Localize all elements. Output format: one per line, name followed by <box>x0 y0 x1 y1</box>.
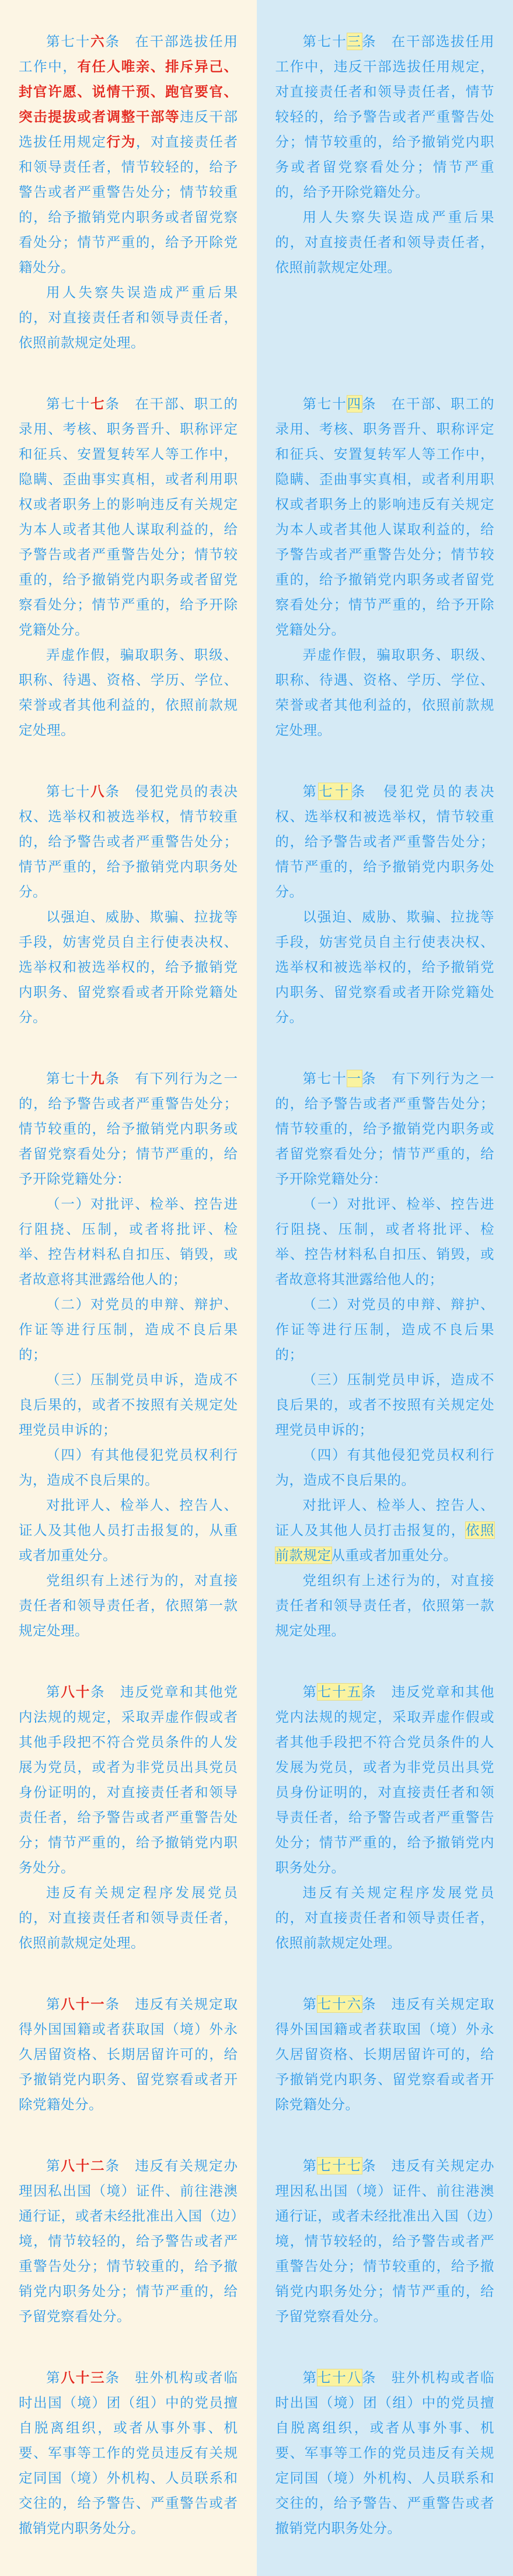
text-run: 第七十 <box>46 1070 90 1087</box>
text-run: 第 <box>303 2369 317 2386</box>
article-row <box>0 743 513 1030</box>
changed-text-run: 七十八 <box>317 2369 362 2386</box>
text-run: 条 侵犯党员的表决权、选举权和被选举权，情节较重的，给予警告或者严重警告处分；情节严重的，给予撤销党内职务处分。 <box>275 783 495 900</box>
text-run: 第七十 <box>46 783 90 800</box>
article-paragraph <box>275 1367 495 1443</box>
text-run: 以强迫、威胁、欺骗、拉拢等手段，妨害党员自主行使表决权、选举权和被选举权的，给予撤销党内职务、留党察看或者开除党籍处分。 <box>19 909 238 1025</box>
article-paragraph <box>275 1493 495 1568</box>
text-run: 对批评人、检举人、控告人、证人及其他人员打击报复的，从重或者加重处分。 <box>19 1497 238 1563</box>
text-run: 条 在干部选拔任用工作中， <box>19 33 238 75</box>
article-paragraph <box>19 1192 238 1292</box>
article-paragraph <box>275 905 495 1030</box>
added-text-run: 八十三 <box>61 2369 105 2386</box>
article-row <box>0 355 513 743</box>
text-run: 条 在干部、职工的录用、考核、职务晋升、职称评定和征兵、安置复转军人等工作中，隐瞒、歪曲事实真相，或者利用职权或者职务上的影响违反有关规定为本人或者其他人谋取利益的，给予警告或者严重警告处分；情节较重的，给予撤销党内职务或者留党察看处分；情节严重的，给予开除党籍处分。 <box>275 396 495 638</box>
article-paragraph <box>275 643 495 743</box>
added-text-run: 六 <box>90 33 105 50</box>
text-run: （一）对批评、检举、控告进行阻挠、压制，或者将批评、检举、控告材料私自扣压、销毁，或者故意将其泄露给他人的； <box>19 1196 238 1287</box>
text-run: 以强迫、威胁、欺骗、拉拢等手段，妨害党员自主行使表决权、选举权和被选举权的，给予撤销党内职务、留党察看或者开除党籍处分。 <box>275 909 495 1025</box>
changed-text-run: 一 <box>347 1070 362 1087</box>
text-run: （四）有其他侵犯党员权利行为，造成不良后果的。 <box>275 1447 495 1488</box>
text-run: 条 违反党章和其他党内法规的规定，采取弄虚作假或者其他手段把不符合党员条件的人发展为党员，或者为非党员出具党员身份证明的，对直接责任者和领导责任者，给予警告或者严重警告处分；情节严重的，给予撤销党内职务处分。 <box>275 1684 495 1876</box>
added-text-run: 行为 <box>107 134 136 150</box>
text-run: 第 <box>303 1996 317 2012</box>
text-run: 第七十 <box>46 396 90 412</box>
article-first-paragraph <box>19 1992 238 2117</box>
article-first-paragraph <box>275 2365 495 2541</box>
article-paragraph <box>19 1443 238 1493</box>
text-run: （一）对批评、检举、控告进行阻挠、压制，或者将批评、检举、控告材料私自扣压、销毁，或者故意将其泄露给他人的； <box>275 1196 495 1287</box>
text-run: （三）压制党员申诉，造成不良后果的，或者不按照有关规定处理党员申诉的； <box>19 1371 238 1438</box>
article-row <box>0 1956 513 2117</box>
article-first-paragraph <box>19 2153 238 2329</box>
text-run: 条 违反有关规定取得外国国籍或者获取国（境）外永久居留资格、长期居留许可的，给予撤销党内职务、留党察看或者开除党籍处分。 <box>275 1996 495 2113</box>
article-row <box>0 2117 513 2329</box>
new-version-article-cell <box>0 1643 257 1956</box>
old-version-article-cell <box>257 1643 513 1956</box>
article-first-paragraph <box>275 1066 495 1192</box>
article-first-paragraph <box>19 2365 238 2541</box>
article-paragraph <box>19 280 238 355</box>
added-text-run: 八 <box>90 783 105 800</box>
text-run: 党组织有上述行为的，对直接责任者和领导责任者，依照第一款规定处理。 <box>19 1572 238 1639</box>
new-version-article-cell <box>0 743 257 1030</box>
text-run: 违反有关规定程序发展党员的，对直接责任者和领导责任者，依照前款规定处理。 <box>19 1884 238 1951</box>
article-row <box>0 2329 513 2576</box>
text-run: （四）有其他侵犯党员权利行为，造成不良后果的。 <box>19 1447 238 1488</box>
text-run: 第七十 <box>303 1070 347 1087</box>
article-paragraph <box>275 1292 495 1367</box>
text-run: 从重或者加重处分。 <box>331 1547 458 1563</box>
text-run: 弄虚作假，骗取职务、职级、职称、待遇、资格、学历、学位、荣誉或者其他利益的，依照前款规定处理。 <box>275 647 495 738</box>
article-row <box>0 0 513 355</box>
text-run: 条 违反党章和其他党内法规的规定，采取弄虚作假或者其他手段把不符合党员条件的人发展为党员，或者为非党员出具党员身份证明的，对直接责任者和领导责任者，给予警告或者严重警告处分；情节严重的，给予撤销党内职务处分。 <box>19 1684 238 1876</box>
article-first-paragraph <box>275 779 495 905</box>
changed-text-run: 七十七 <box>317 2158 362 2174</box>
article-paragraph <box>275 1192 495 1292</box>
article-paragraph <box>19 1292 238 1367</box>
text-run: 第 <box>46 1684 61 1700</box>
text-run: 用人失察失误造成严重后果的，对直接责任者和领导责任者，依照前款规定处理。 <box>275 209 495 275</box>
article-paragraph <box>275 1443 495 1493</box>
old-version-article-cell <box>257 0 513 355</box>
new-version-article-cell <box>0 355 257 743</box>
article-first-paragraph <box>275 392 495 643</box>
text-run: 党组织有上述行为的，对直接责任者和领导责任者，依照第一款规定处理。 <box>275 1572 495 1639</box>
text-run: ，对直接责任者和领导责任者，情节较轻的，给予警告或者严重警告处分；情节较重的，给予撤销党内职务或者留党察看处分；情节严重的，给予开除党籍处分。 <box>19 134 238 275</box>
old-version-article-cell <box>257 743 513 1030</box>
new-version-article-cell <box>0 1030 257 1643</box>
changed-text-run: 三 <box>347 33 362 50</box>
article-paragraph <box>275 1880 495 1956</box>
article-first-paragraph <box>275 1680 495 1880</box>
text-run: 第 <box>303 1684 317 1700</box>
old-version-article-cell <box>257 2117 513 2329</box>
text-run: 条 有下列行为之一的，给予警告或者严重警告处分；情节较重的，给予撤销党内职务或者留党察看处分；情节严重的，给予开除党籍处分： <box>275 1070 495 1187</box>
text-run: 条 在干部选拔任用工作中，违反干部选拔任用规定，对直接责任者和领导责任者，情节较轻的，给予警告或者严重警告处分；情节较重的，给予撤销党内职务或者留党察看处分；情节严重的，给予开除党籍处分。 <box>275 33 495 200</box>
new-version-article-cell <box>0 1956 257 2117</box>
article-first-paragraph <box>19 1680 238 1880</box>
article-paragraph <box>19 1880 238 1956</box>
old-version-article-cell <box>257 2329 513 2576</box>
text-run: 第 <box>303 783 319 800</box>
new-version-article-cell <box>0 2117 257 2329</box>
text-run: 条 违反有关规定办理因私出国（境）证件、前往港澳通行证，或者未经批准出入国（边）境，情节较轻的，给予警告或者严重警告处分；情节较重的，给予撤销党内职务处分；情节严重的，给予留党察看处分。 <box>275 2158 495 2324</box>
text-run: 第七十 <box>46 33 90 50</box>
text-run: （二）对党员的申辩、辩护、作证等进行压制，造成不良后果的； <box>275 1296 495 1363</box>
new-version-article-cell <box>0 2329 257 2576</box>
article-first-paragraph <box>275 1992 495 2117</box>
text-run: 第 <box>303 2158 317 2174</box>
new-version-article-cell <box>0 0 257 355</box>
text-run: 第七十 <box>303 33 347 50</box>
text-run: 条 违反有关规定办理因私出国（境）证件、前往港澳通行证，或者未经批准出入国（边）境，情节较轻的，给予警告或者严重警告处分；情节较重的，给予撤销党内职务处分；情节严重的，给予留党察看处分。 <box>19 2158 238 2324</box>
text-run: 条 有下列行为之一的，给予警告或者严重警告处分；情节较重的，给予撤销党内职务或者留党察看处分；情节严重的，给予开除党籍处分： <box>19 1070 238 1187</box>
added-text-run: 八十二 <box>61 2158 105 2174</box>
article-paragraph <box>19 1493 238 1568</box>
article-first-paragraph <box>275 29 495 205</box>
changed-text-run: 七十五 <box>317 1684 362 1700</box>
text-run: 条 在干部、职工的录用、考核、职务晋升、职称评定和征兵、安置复转军人等工作中，隐瞒、歪曲事实真相，或者利用职权或者职务上的影响违反有关规定为本人或者其他人谋取利益的，给予警告或者严重警告处分；情节较重的，给予撤销党内职务或者留党察看处分；情节严重的，给予开除党籍处分。 <box>19 396 238 638</box>
changed-text-run: 四 <box>347 396 362 412</box>
article-first-paragraph <box>19 29 238 280</box>
text-run: （三）压制党员申诉，造成不良后果的，或者不按照有关规定处理党员申诉的； <box>275 1371 495 1438</box>
text-run: 违反有关规定程序发展党员的，对直接责任者和领导责任者，依照前款规定处理。 <box>275 1884 495 1951</box>
text-run: 对批评人、检举人、控告人、证人及其他人员打击报复的， <box>275 1497 495 1538</box>
added-text-run: 有任人唯亲、排斥异己、封官许愿、说情干预、跑官要官、突击提拔或者调整干部等 <box>19 58 238 125</box>
changed-text-run: 七十六 <box>317 1996 362 2012</box>
article-paragraph <box>275 205 495 280</box>
old-version-article-cell <box>257 355 513 743</box>
article-paragraph <box>275 1568 495 1643</box>
article-first-paragraph <box>19 779 238 905</box>
text-run: 违反干部选拔任用规定 <box>19 109 238 150</box>
article-row <box>0 1643 513 1956</box>
text-run: 第 <box>46 2158 61 2174</box>
text-run: 第七十 <box>303 396 347 412</box>
changed-text-run: 依照前款规定 <box>275 1522 495 1563</box>
article-paragraph <box>19 905 238 1030</box>
old-version-article-cell <box>257 1956 513 2117</box>
text-run: 条 驻外机构或者临时出国（境）团（组）中的党员擅自脱离组织，或者从事外事、机要、军事等工作的党员违反有关规定同国（境）外机构、人员联系和交往的，给予警告、严重警告或者撤销党内职务处分。 <box>19 2369 238 2536</box>
article-first-paragraph <box>19 1066 238 1192</box>
added-text-run: 九 <box>90 1070 105 1087</box>
text-run: 第 <box>46 2369 61 2386</box>
article-paragraph <box>19 1367 238 1443</box>
text-run: 条 驻外机构或者临时出国（境）团（组）中的党员擅自脱离组织，或者从事外事、机要、军事等工作的党员违反有关规定同国（境）外机构、人员联系和交往的，给予警告、严重警告或者撤销党内职务处分。 <box>275 2369 495 2536</box>
added-text-run: 七 <box>90 396 105 412</box>
old-version-article-cell <box>257 1030 513 1643</box>
text-run: （二）对党员的申辩、辩护、作证等进行压制，造成不良后果的； <box>19 1296 238 1363</box>
article-paragraph <box>19 643 238 743</box>
text-run: 条 侵犯党员的表决权、选举权和被选举权，情节较重的，给予警告或者严重警告处分；情节严重的，给予撤销党内职务处分。 <box>19 783 238 900</box>
added-text-run: 八十 <box>61 1684 90 1700</box>
changed-text-run: 七十 <box>319 783 351 800</box>
added-text-run: 八十一 <box>61 1996 105 2012</box>
text-run: 用人失察失误造成严重后果的，对直接责任者和领导责任者，依照前款规定处理。 <box>19 284 238 351</box>
text-run: 条 违反有关规定取得外国国籍或者获取国（境）外永久居留资格、长期居留许可的，给予撤销党内职务、留党察看或者开除党籍处分。 <box>19 1996 238 2113</box>
article-row <box>0 1030 513 1643</box>
article-paragraph <box>19 1568 238 1643</box>
text-run: 弄虚作假，骗取职务、职级、职称、待遇、资格、学历、学位、荣誉或者其他利益的，依照前款规定处理。 <box>19 647 238 738</box>
article-first-paragraph <box>19 392 238 643</box>
text-run: 第 <box>46 1996 61 2012</box>
article-first-paragraph <box>275 2153 495 2329</box>
